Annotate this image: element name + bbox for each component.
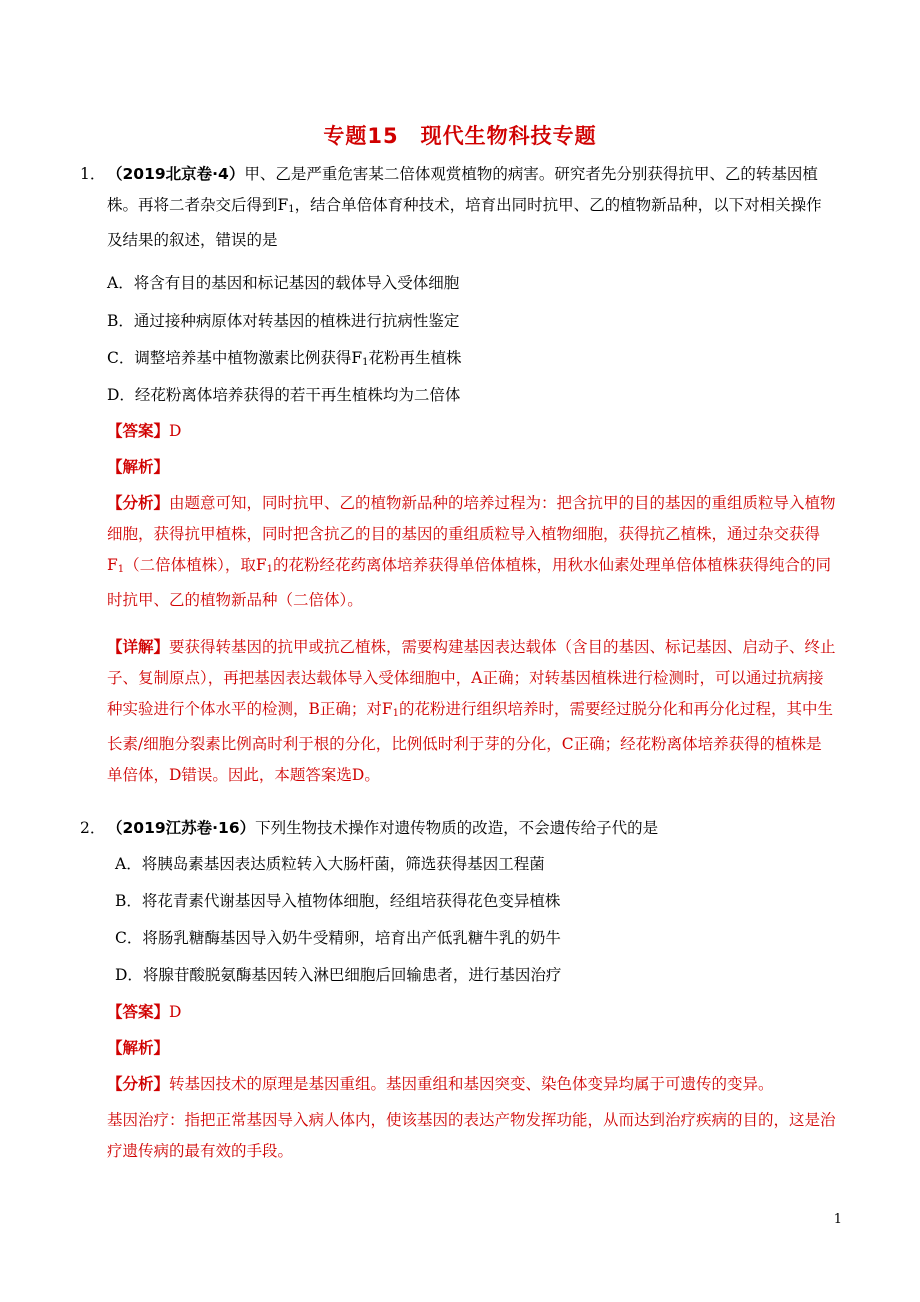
question-number: 1． <box>80 165 106 183</box>
page-number: 1 <box>833 1212 842 1227</box>
option-a: A．将胰岛素基因表达质粒转入大肠杆菌，筛选获得基因工程菌 <box>115 855 545 873</box>
subscript: 1 <box>266 564 274 575</box>
analysis-text: 转基因技术的原理是基因重组。基因重组和基因突变、染色体变异均属于可遗传的变异。 <box>169 1075 774 1093</box>
answer-value: D <box>169 422 182 440</box>
analysis-tag <box>107 452 169 483</box>
page-title: 专题15 现代生物科技专题 <box>323 124 597 148</box>
question-stem <box>107 159 837 256</box>
analysis-text: 的花粉经花药离体培养获得单倍体植株，用秋水仙素处理单倍体植株获得纯合的同时抗甲、乙的植物新品种（二倍体）。 <box>107 556 832 609</box>
option-c <box>107 343 462 378</box>
subscript: 1 <box>392 708 400 719</box>
analysis-tag <box>107 1033 169 1064</box>
option-a: A．将含有目的基因和标记基因的载体导入受体细胞 <box>107 274 460 292</box>
option-text: 花粉再生植株 <box>368 349 462 367</box>
subscript: 1 <box>362 357 369 368</box>
answer-value: D <box>169 1003 182 1021</box>
detail-text: 要获得转基因的抗甲或抗乙植株，需要构建基因表达载体（含目的基因、标记基因、启动子、终止子、复制原点），再把基因表达载体导入受体细胞中，A正确；对转基因植株进行检测时，可以通过抗病接种实验进行个体水平的检测，B正确；对F <box>107 638 836 718</box>
answer-tag: 【答案】 <box>107 1003 170 1021</box>
xiangjie-tag: 【详解】 <box>107 638 170 656</box>
fenxi-tag: 【分析】 <box>107 494 170 512</box>
subscript: 1 <box>117 564 125 575</box>
stem-text: ，结合单倍体育种技术，培育出同时抗甲、乙的植物新品种，以下对相关操作及结果的叙述，错误的是 <box>107 196 822 249</box>
analysis-paragraph <box>107 1069 837 1100</box>
analysis-label: 【解析】 <box>107 458 170 476</box>
answer-tag: 【答案】 <box>107 422 170 440</box>
option-d: D．经花粉离体培养获得的若干再生植株均为二倍体 <box>107 386 461 404</box>
subscript: 1 <box>288 204 295 215</box>
question-stem <box>107 813 837 844</box>
option-b: B．通过接种病原体对转基因的植株进行抗病性鉴定 <box>107 312 460 330</box>
gene-therapy-paragraph: 基因治疗：指把正常基因导入病人体内，使该基因的表达产物发挥功能，从而达到治疗疾病的目的，这是治疗遗传病的最有效的手段。 <box>107 1111 836 1160</box>
analysis-text: 由题意可知，同时抗甲、乙的植物新品种的培养过程为：把含抗甲的目的基因的重组质粒导入植物细胞，获得抗甲植株，同时把含抗乙的目的基因的重组质粒导入植物细胞，获得抗乙植株，通过杂交获得F <box>107 494 836 574</box>
analysis-text: （二倍体植株），取F <box>124 556 267 574</box>
question-source: （2019北京卷·4） <box>107 165 245 183</box>
answer <box>107 416 181 447</box>
option-b: B．将花青素代谢基因导入植物体细胞，经组培获得花色变异植株 <box>115 892 561 910</box>
stem-text: 下列生物技术操作对遗传物质的改造，不会遗传给子代的是 <box>255 819 659 837</box>
question-source: （2019江苏卷·16） <box>107 819 256 837</box>
option-c: C．将肠乳糖酶基因导入奶牛受精卵，培育出产低乳糖牛乳的奶牛 <box>115 929 561 947</box>
answer <box>107 997 181 1028</box>
option-text: C．调整培养基中植物激素比例获得F <box>107 349 363 367</box>
detail-text: 的花粉进行组织培养时，需要经过脱分化和再分化过程，其中生长素/细胞分裂素比例高时利于根的分化，比例低时利于芽的分化，C正确；经花粉离体培养获得的植株是单倍体，D错误。因此，本题答案选D。 <box>107 700 834 784</box>
question-number: 2． <box>80 819 106 837</box>
detail-paragraph <box>107 632 837 791</box>
analysis-label: 【解析】 <box>107 1039 170 1057</box>
stem-text: 甲、乙是严重危害某二倍体观赏植物的病害。研究者先分别获得抗甲、乙的转基因植株。再将二者杂交后得到F <box>107 165 818 214</box>
analysis-paragraph <box>107 488 837 616</box>
option-d: D．将腺苷酸脱氨酶基因转入淋巴细胞后回输患者，进行基因治疗 <box>115 966 562 984</box>
fenxi-tag: 【分析】 <box>107 1075 170 1093</box>
